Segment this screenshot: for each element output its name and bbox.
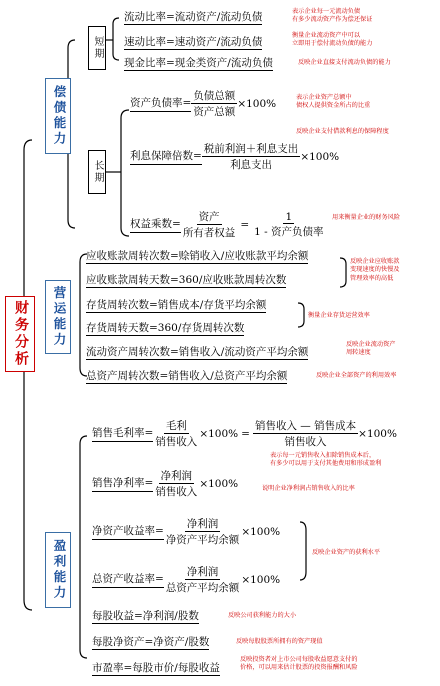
gross-margin-num: 毛利 bbox=[165, 420, 187, 432]
net-margin-note: 说明企业净利润占销售收入的比率 bbox=[262, 485, 355, 492]
current-ratio bbox=[124, 9, 262, 24]
interest-coverage-note: 反映企业支付借款利息的保障程度 bbox=[296, 128, 389, 135]
debt-ratio-num: 负债总额 bbox=[193, 90, 236, 102]
roa-den: 总资产平均余额 bbox=[165, 582, 240, 594]
debt-ratio-note: 表示企业资产总额中 债权人提供资金所占的比重 bbox=[296, 94, 371, 110]
inventory-turnover-note: 衡量企业存货运营效率 bbox=[308, 312, 370, 319]
equity-multiplier bbox=[130, 209, 326, 240]
long-term-node bbox=[88, 150, 106, 194]
net-margin-num: 净利润 bbox=[160, 470, 193, 482]
current-ratio-note: 表示企业每一元流动负债 有多少流动资产作为偿还保证 bbox=[292, 8, 373, 24]
category-solvency bbox=[45, 78, 71, 154]
equity-multiplier-num2: 1 bbox=[285, 210, 293, 223]
debt-ratio-den: 资产总额 bbox=[193, 106, 236, 118]
ar-turnover-times bbox=[86, 248, 308, 263]
ar-turnover-times-formula: 应收账款周转次数=赊销收入/应收账款平均余额 bbox=[86, 250, 309, 262]
current-asset-turnover bbox=[86, 344, 308, 359]
ar-turnover-note: 反映企业应收账款 变现速度的快慢及 管理效率的高低 bbox=[350, 258, 400, 282]
equity-multiplier-lhs: 权益乘数= bbox=[130, 216, 181, 233]
pe-ratio-formula: 市盈率=每股市价/每股收益 bbox=[92, 662, 220, 674]
ar-turnover-days-formula: 应收账款周转天数=360/应收账款周转次数 bbox=[86, 274, 287, 286]
root-brace bbox=[24, 140, 32, 610]
category-operating bbox=[45, 280, 71, 354]
interest-coverage-lhs: 利息保障倍数= bbox=[130, 148, 202, 165]
roe-den: 净资产平均余额 bbox=[165, 534, 240, 546]
inventory-turnover-times bbox=[86, 297, 266, 312]
cash-ratio-note: 反映企业直接支付流动负债的能力 bbox=[298, 59, 391, 66]
short-term-label: 短期 bbox=[92, 36, 103, 60]
bvps bbox=[92, 634, 209, 649]
cash-ratio-formula: 现金比率=现金类资产/流动负债 bbox=[124, 57, 273, 69]
category-profitability bbox=[45, 532, 71, 608]
root-label: 财务分析 bbox=[13, 300, 29, 368]
total-asset-turnover-note: 反映企业全部资产的利用效率 bbox=[316, 372, 397, 379]
net-margin bbox=[92, 468, 238, 499]
long-term-label: 长期 bbox=[92, 160, 103, 184]
root-node bbox=[5, 296, 35, 372]
total-asset-turnover bbox=[86, 368, 287, 383]
quick-ratio bbox=[124, 34, 262, 49]
roa-tail: ×100% bbox=[241, 573, 281, 586]
debt-ratio-lhs: 资产负债率= bbox=[130, 95, 191, 112]
cash-ratio bbox=[124, 55, 273, 70]
interest-coverage-num: 税前利润＋利息支出 bbox=[203, 143, 299, 155]
roe-num: 净利润 bbox=[186, 518, 219, 530]
gross-margin-lhs: 销售毛利率= bbox=[92, 425, 153, 442]
ar-turnover-days bbox=[86, 272, 286, 287]
eps bbox=[92, 608, 199, 623]
gross-margin bbox=[92, 418, 397, 449]
net-margin-tail: ×100% bbox=[199, 477, 239, 490]
debt-ratio-tail: ×100% bbox=[237, 97, 277, 110]
inventory-turnover-days-formula: 存货周转天数=360/存货周转次数 bbox=[86, 322, 245, 334]
roa bbox=[92, 564, 280, 595]
operating-title: 营运能力 bbox=[52, 286, 67, 348]
net-margin-den: 销售收入 bbox=[155, 486, 198, 498]
equity-multiplier-num1: 资产 bbox=[198, 211, 220, 223]
gross-margin-tail: ×100% bbox=[199, 427, 239, 440]
equity-multiplier-den1: 所有者权益 bbox=[182, 227, 236, 239]
pe-ratio bbox=[92, 660, 220, 675]
interest-coverage-tail: ×100% bbox=[300, 150, 340, 163]
quick-ratio-note: 衡量企业流动资产中可以 立即用于偿付流动负债的能力 bbox=[292, 32, 373, 48]
inventory-turnover-times-formula: 存货周转次数=销售成本/存货平均余额 bbox=[86, 299, 267, 311]
equity-multiplier-note: 用来衡量企业的财务风险 bbox=[332, 214, 401, 221]
current-asset-turnover-formula: 流动资产周转次数=销售收入/流动资产平均余额 bbox=[86, 346, 309, 358]
bvps-note: 反映每股股票所拥有的资产现值 bbox=[236, 638, 323, 645]
equity-multiplier-eq: = bbox=[240, 218, 250, 231]
roa-lhs: 总资产收益率= bbox=[92, 571, 164, 588]
roe bbox=[92, 516, 280, 547]
current-asset-turnover-note: 反映企业流动资产 周转速度 bbox=[346, 341, 396, 357]
roe-roa-note: 反映企业资产的获利水平 bbox=[312, 549, 381, 556]
pe-ratio-note: 反映投资者对上市公司每股收益愿意支付的 价格，可以用来估计股票的投资报酬和风险 bbox=[240, 656, 358, 672]
roe-lhs: 净资产收益率= bbox=[92, 523, 164, 540]
profitability-brace bbox=[80, 436, 87, 658]
gross-margin-num2: 销售收入 — 销售成本 bbox=[254, 420, 357, 432]
gross-margin-note: 表示每一元销售收入扣除销售成本后， 有多少可以用于支付其他费用和形成盈利 bbox=[270, 452, 382, 468]
bvps-formula: 每股净资产=净资产/股数 bbox=[92, 636, 210, 648]
profitability-title: 盈利能力 bbox=[52, 539, 67, 601]
eps-note: 反映公司获利能力的大小 bbox=[228, 612, 297, 619]
current-ratio-formula: 流动比率=流动资产/流动负债 bbox=[124, 11, 263, 23]
quick-ratio-formula: 速动比率=速动资产/流动负债 bbox=[124, 36, 263, 48]
roe-tail: ×100% bbox=[241, 525, 281, 538]
interest-coverage-den: 利息支出 bbox=[230, 159, 273, 171]
inventory-turnover-days bbox=[86, 320, 244, 335]
eps-formula: 每股收益=净利润/股数 bbox=[92, 610, 199, 622]
equity-multiplier-den2: 1 - 资产负债率 bbox=[254, 225, 324, 238]
short-term-node bbox=[88, 26, 106, 70]
gross-margin-den2: 销售收入 bbox=[284, 436, 327, 448]
gross-margin-tail2: ×100% bbox=[358, 427, 397, 440]
roa-num: 净利润 bbox=[186, 566, 219, 578]
debt-ratio bbox=[130, 88, 276, 119]
interest-coverage bbox=[130, 141, 339, 172]
solvency-title: 偿债能力 bbox=[52, 85, 67, 147]
gross-margin-den: 销售收入 bbox=[155, 436, 198, 448]
net-margin-lhs: 销售净利率= bbox=[92, 475, 153, 492]
total-asset-turnover-formula: 总资产周转次数=销售收入/总资产平均余额 bbox=[86, 370, 288, 382]
gross-margin-eq: = bbox=[241, 427, 250, 440]
